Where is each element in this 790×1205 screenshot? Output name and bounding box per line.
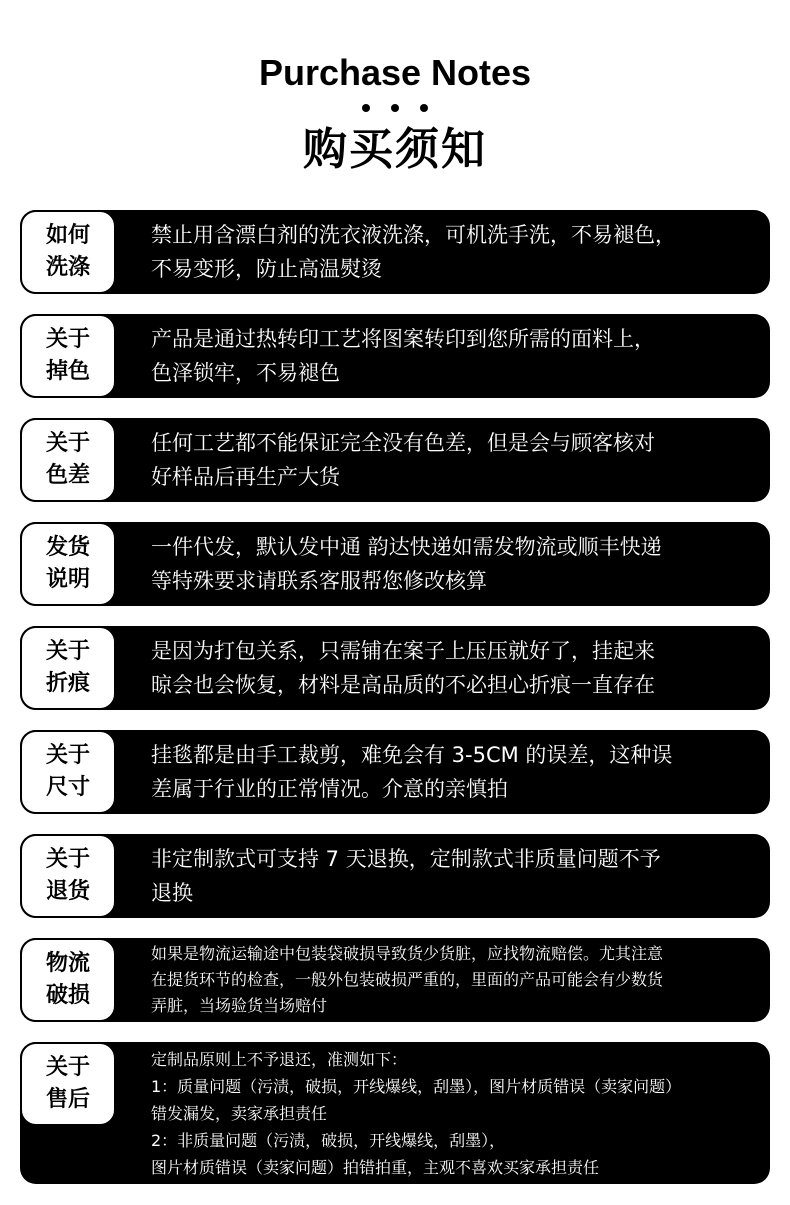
note-text xyxy=(151,941,663,1019)
note-text-line: 等特殊要求请联系客服帮您修改核算 xyxy=(151,569,487,593)
note-label-line: 售后 xyxy=(45,1087,90,1112)
note-label-line: 尺寸 xyxy=(45,775,90,800)
note-text xyxy=(151,842,661,910)
note-text-line: 1：质量问题（污渍，破损，开线爆线，刮墨），图片材质错误（卖家问题） xyxy=(151,1076,682,1096)
note-label-line: 说明 xyxy=(45,567,90,592)
note-label-line: 退货 xyxy=(45,879,90,904)
note-label-line: 色差 xyxy=(45,463,90,488)
note-text xyxy=(151,530,662,598)
note-card-washing xyxy=(20,210,770,294)
note-card-fading xyxy=(20,314,770,398)
page-header xyxy=(0,0,790,178)
note-text-line: 一件代发，默认发中通 韵达快递如需发物流或顺丰快递 xyxy=(151,535,662,559)
note-text-line: 不易变形，防止高温熨烫 xyxy=(151,257,382,281)
note-card-after-sales xyxy=(20,1042,770,1184)
note-text-line: 挂毯都是由手工裁剪，难免会有 3-5CM 的误差，这种误 xyxy=(151,743,673,767)
page-title-en: Purchase Notes xyxy=(258,52,532,93)
dot-icon xyxy=(362,104,370,112)
note-card-returns xyxy=(20,834,770,918)
note-label xyxy=(20,626,116,710)
note-text xyxy=(151,1046,681,1181)
note-label xyxy=(20,730,116,814)
note-label xyxy=(20,522,116,606)
note-label xyxy=(20,834,116,918)
note-label-line: 关于 xyxy=(45,639,90,664)
note-label-line: 关于 xyxy=(45,743,90,768)
note-text-line: 错发漏发，卖家承担责任 xyxy=(151,1103,328,1123)
note-text-line: 在提货环节的检查，一般外包装破损严重的，里面的产品可能会有少数货 xyxy=(151,970,664,989)
dot-icon xyxy=(420,104,428,112)
note-label-line: 关于 xyxy=(45,327,90,352)
note-text-line: 2：非质量问题（污渍，破损，开线爆线，刮墨）， xyxy=(151,1130,506,1150)
note-text-line: 非定制款式可支持 7 天退换，定制款式非质量问题不予 xyxy=(151,847,661,871)
note-text xyxy=(151,738,672,806)
dot-icon xyxy=(391,104,399,112)
notes-list xyxy=(20,210,770,1204)
note-text-line: 禁止用含漂白剂的洗衣液洗涤，可机洗手洗，不易褪色， xyxy=(151,223,676,247)
note-label xyxy=(20,1042,116,1126)
note-label-line: 破损 xyxy=(45,983,90,1008)
note-label xyxy=(20,210,116,294)
note-label-line: 关于 xyxy=(45,1055,90,1080)
note-card-logistics-damage xyxy=(20,938,770,1022)
note-text xyxy=(151,218,676,286)
note-label-line: 洗涤 xyxy=(45,255,90,280)
note-text-line: 色泽锁牢，不易褪色 xyxy=(151,361,340,385)
note-card-creases xyxy=(20,626,770,710)
note-label-line: 如何 xyxy=(45,223,90,248)
note-text xyxy=(151,322,655,390)
note-label-line: 关于 xyxy=(45,431,90,456)
note-text-line: 如果是物流运输途中包装袋破损导致货少货脏，应找物流赔偿。尤其注意 xyxy=(151,944,664,963)
note-label xyxy=(20,314,116,398)
note-card-size xyxy=(20,730,770,814)
note-text-line: 差属于行业的正常情况。介意的亲慎拍 xyxy=(151,777,508,801)
note-text xyxy=(151,426,655,494)
note-text-line: 产品是通过热转印工艺将图案转印到您所需的面料上， xyxy=(151,327,655,351)
note-label-line: 物流 xyxy=(45,951,90,976)
note-text-line: 好样品后再生产大货 xyxy=(151,465,340,489)
note-text-line: 是因为打包关系，只需铺在案子上压压就好了，挂起来 xyxy=(151,639,655,663)
note-label-line: 发货 xyxy=(45,535,90,560)
note-text-line: 弄脏，当场验货当场赔付 xyxy=(151,996,328,1015)
note-label-line: 折痕 xyxy=(45,671,90,696)
note-card-color-difference xyxy=(20,418,770,502)
note-text-line: 定制品原则上不予退还，准测如下： xyxy=(151,1049,408,1069)
note-text-line: 任何工艺都不能保证完全没有色差，但是会与顾客核对 xyxy=(151,431,655,455)
note-text-line: 图片材质错误（卖家问题）拍错拍重，主观不喜欢买家承担责任 xyxy=(151,1157,600,1177)
dots-divider xyxy=(0,104,790,112)
note-text xyxy=(151,634,655,702)
page-title-cn: 购买须知 xyxy=(303,124,487,175)
note-label xyxy=(20,938,116,1022)
note-card-shipping xyxy=(20,522,770,606)
note-text-line: 退换 xyxy=(151,881,193,905)
note-text-line: 晾会也会恢复，材料是高品质的不必担心折痕一直存在 xyxy=(151,673,655,697)
note-label-line: 掉色 xyxy=(45,359,90,384)
note-label-line: 关于 xyxy=(45,847,90,872)
note-label xyxy=(20,418,116,502)
